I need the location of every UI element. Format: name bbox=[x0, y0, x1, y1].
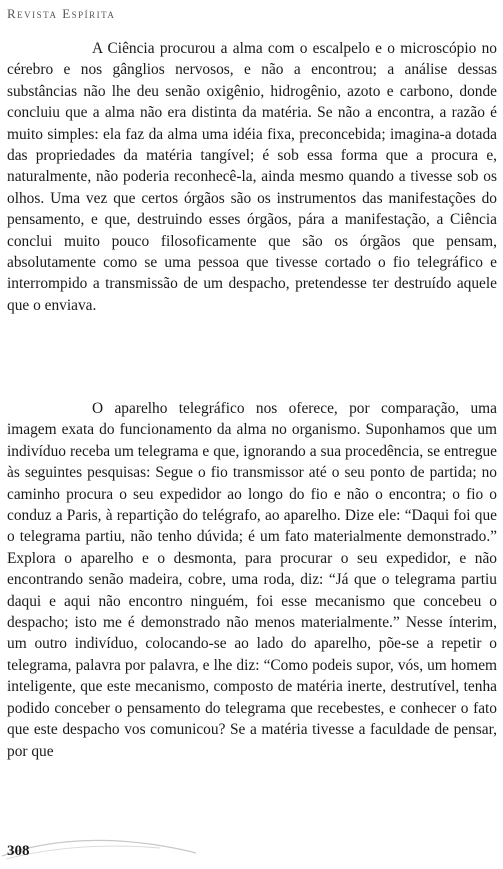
page-number: 308 bbox=[7, 843, 30, 859]
swash-ornament-icon bbox=[0, 826, 200, 866]
running-header: Revista Espírita bbox=[7, 6, 116, 21]
body-paragraph: O aparelho telegráfico nos oferece, por comparação, uma imagem exata do funcionamento da alma no organismo. Suponhamos que um indivíduo receba um telegrama e que, ignorando a sua procedência, se entregue às seguintes pesquisas: Segue o fio transmissor até o seu ponto de partida; no caminho procura o seu expedidor ao longo do fio e não o encontra; o fio o conduz a Paris, à repartição do telégrafo, ao aparelho. Dize ele: “Daqui foi que o telegrama partiu, não tenho dúvida; é um fato materialmente demonstrado.” Explora o aparelho e o desmonta, para procurar o seu expedidor, e não encontrando senão madeira, cobre, uma roda, diz: “Já que o telegrama partiu daqui e aqui não encontro ninguém, foi esse mecanismo que concebeu o despacho; isto me é demonstrado não menos materialmente.” Nesse ínterim, um outro indivíduo, colocando-se ao lado do aparelho, põe-se a repetir o telegrama, palavra por palavra, e lhe diz: “Como podeis supor, vós, um homem inteligente, que este mecanismo, composto de matéria inerte, destrutível, tenha podido conceber o pensamento do telegrama que recebestes, e conhecer o fato que este despacho vos comunicou? Se a matéria tivesse a faculdade de pensar, por que bbox=[7, 400, 497, 760]
body-paragraph: A Ciência procurou a alma com o escalpelo e o microscópio no cérebro e nos gânglios nervosos, e não a encontrou; a análise dessas substâncias não lhe deu senão oxigênio, hidrogênio, azoto e carbono, donde concluiu que a alma não era distinta da matéria. Se não a encontra, a razão é muito simples: ela faz da alma uma idéia fixa, preconcebida; imagina-a dotada das propriedades da matéria tangível; é sob essa forma que a procura e, naturalmente, não poderia reconhecê-la, ainda mesmo quando a tivesse sob os olhos. Uma vez que certos órgãos são os instrumentos das manifestações do pensamento, e que, destruindo esses órgãos, pára a manifestação, a Ciência conclui muito pouco filosoficamente que são os órgãos que pensam, absolutamente como se uma pessoa que tivesse cortado o fio telegráfico e interrompido a transmissão de um despacho, pretendesse ter destruído aquele que o enviava. bbox=[7, 40, 497, 314]
